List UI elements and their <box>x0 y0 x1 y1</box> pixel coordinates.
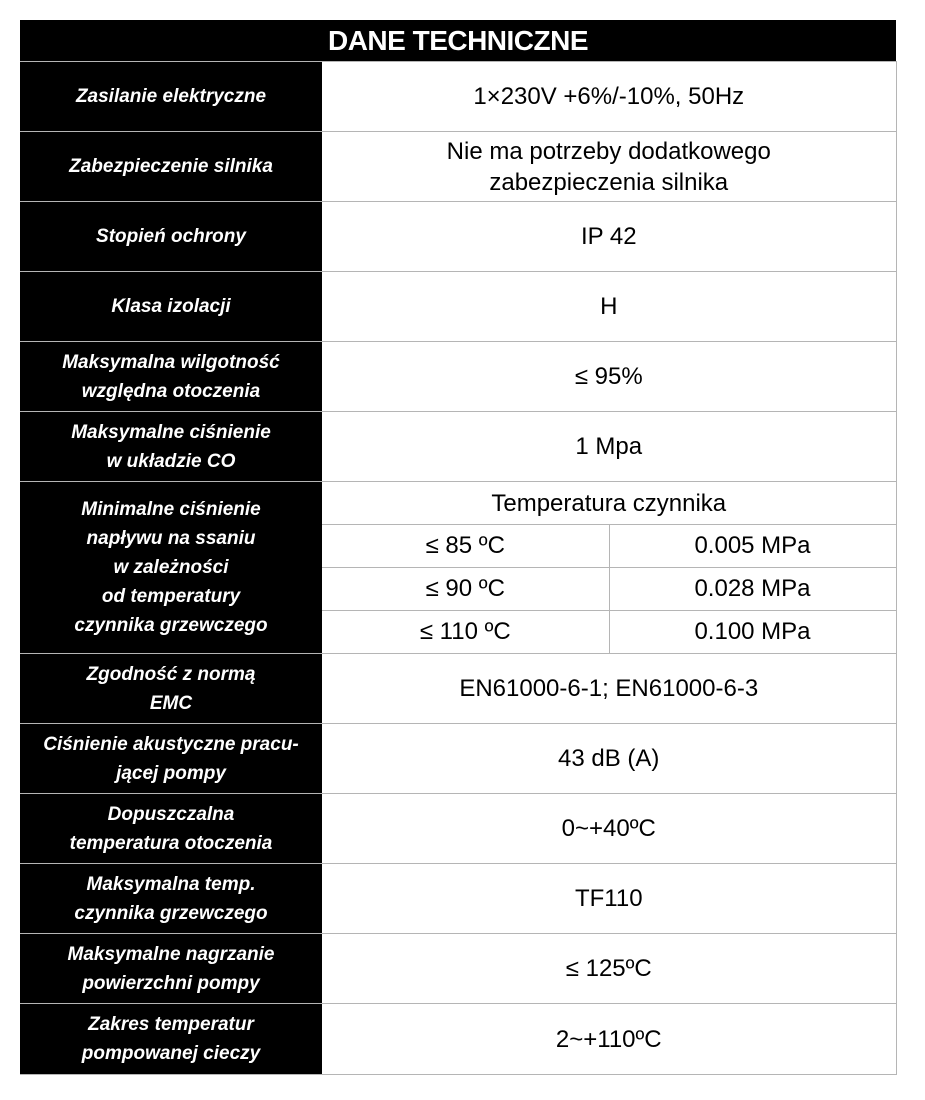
row-value <box>322 412 896 482</box>
row-value <box>322 864 896 934</box>
pressure-entry-value: 0.028 MPa <box>609 568 896 611</box>
pressure-block-header: Temperatura czynnika <box>322 482 896 525</box>
row-value-line: zabezpieczenia silnika <box>489 168 729 196</box>
row-value-line: Nie ma potrzeby dodatkowego <box>446 137 771 165</box>
table-row <box>20 934 896 1004</box>
row-value-line: 1×230V +6%/-10%, 50Hz <box>473 83 745 110</box>
row-label-line: EMC <box>149 692 193 714</box>
pressure-entry-value: 0.005 MPa <box>609 525 896 568</box>
row-value <box>322 724 896 794</box>
table-row <box>20 202 896 272</box>
table-title: DANE TECHNICZNE <box>20 20 896 62</box>
row-label-line: od temperatury <box>101 586 241 607</box>
row-label-line: pompowanej cieczy <box>81 1043 261 1064</box>
table-row <box>20 482 896 525</box>
row-label <box>20 412 322 482</box>
row-label <box>20 654 322 724</box>
row-label-line: temperatura otoczenia <box>69 832 273 854</box>
row-label-line: Klasa izolacji <box>111 296 231 317</box>
row-label-line: w układzie CO <box>106 450 236 472</box>
row-label-line: jącej pompy <box>116 762 226 784</box>
row-label-line: Stopień ochrony <box>96 226 246 247</box>
row-value-line: 1 Mpa <box>575 433 643 460</box>
row-value <box>322 132 896 202</box>
row-value-line: EN61000-6-1; EN61000-6-3 <box>459 675 759 702</box>
row-label <box>20 62 322 132</box>
table-row <box>20 342 896 412</box>
row-label-line: Maksymalna temp. <box>86 873 256 895</box>
row-value <box>322 342 896 412</box>
row-label-line: Zakres temperatur <box>88 1014 254 1035</box>
row-value-line: 0~+40ºC <box>561 815 656 842</box>
technical-data-table <box>20 20 897 1075</box>
row-label-line: Maksymalna wilgotność <box>62 351 280 373</box>
row-value <box>322 272 896 342</box>
table-row <box>20 864 896 934</box>
row-value-line: ≤ 95% <box>574 363 643 390</box>
row-value <box>322 654 896 724</box>
row-label-line: Zgodność z normą <box>86 663 256 685</box>
row-label <box>20 864 322 934</box>
table-row <box>20 724 896 794</box>
row-label-line: względna otoczenia <box>81 380 261 402</box>
row-label-line: Maksymalne ciśnienie <box>71 421 271 443</box>
row-label <box>20 724 322 794</box>
table-row <box>20 62 896 132</box>
pressure-entry-value: 0.100 MPa <box>609 611 896 654</box>
table-row <box>20 794 896 864</box>
table-row <box>20 1004 896 1075</box>
row-label-line: Ciśnienie akustyczne pracu- <box>43 733 299 755</box>
table-row <box>20 132 896 202</box>
row-label <box>20 272 322 342</box>
pressure-entry-temp: ≤ 90 ºC <box>322 568 609 611</box>
row-label <box>20 202 322 272</box>
row-value-line: 43 dB (A) <box>558 745 660 772</box>
row-value <box>322 1004 896 1075</box>
row-label-line: Maksymalne nagrzanie <box>67 943 275 965</box>
pressure-block-label <box>20 482 322 654</box>
pressure-entry-temp: ≤ 110 ºC <box>322 611 609 654</box>
row-label <box>20 934 322 1004</box>
table-row <box>20 272 896 342</box>
table-row <box>20 412 896 482</box>
table-row <box>20 654 896 724</box>
row-label <box>20 132 322 202</box>
row-label-line: Minimalne ciśnienie <box>81 499 261 520</box>
row-label-line: Dopuszczalna <box>107 803 235 825</box>
row-label-line: Zasilanie elektryczne <box>75 86 267 107</box>
row-value-line: 2~+110ºC <box>555 1025 662 1053</box>
row-value <box>322 202 896 272</box>
pressure-entry-temp: ≤ 85 ºC <box>322 525 609 568</box>
row-value-line: ≤ 125ºC <box>565 955 652 982</box>
row-label-line: w zależności <box>113 557 229 578</box>
row-label <box>20 1004 322 1075</box>
row-label <box>20 342 322 412</box>
row-label-line: napływu na ssaniu <box>86 528 256 549</box>
row-value <box>322 794 896 864</box>
row-label <box>20 794 322 864</box>
row-label-line: powierzchni pompy <box>82 972 260 994</box>
row-value <box>322 934 896 1004</box>
row-value-line: IP 42 <box>580 223 637 250</box>
row-value <box>322 62 896 132</box>
row-label-line: Zabezpieczenie silnika <box>69 156 273 177</box>
row-label-line: czynnika grzewczego <box>74 902 268 924</box>
row-label-line: czynnika grzewczego <box>74 615 268 636</box>
row-value-line: H <box>600 293 618 320</box>
row-value-line: TF110 <box>574 885 643 912</box>
